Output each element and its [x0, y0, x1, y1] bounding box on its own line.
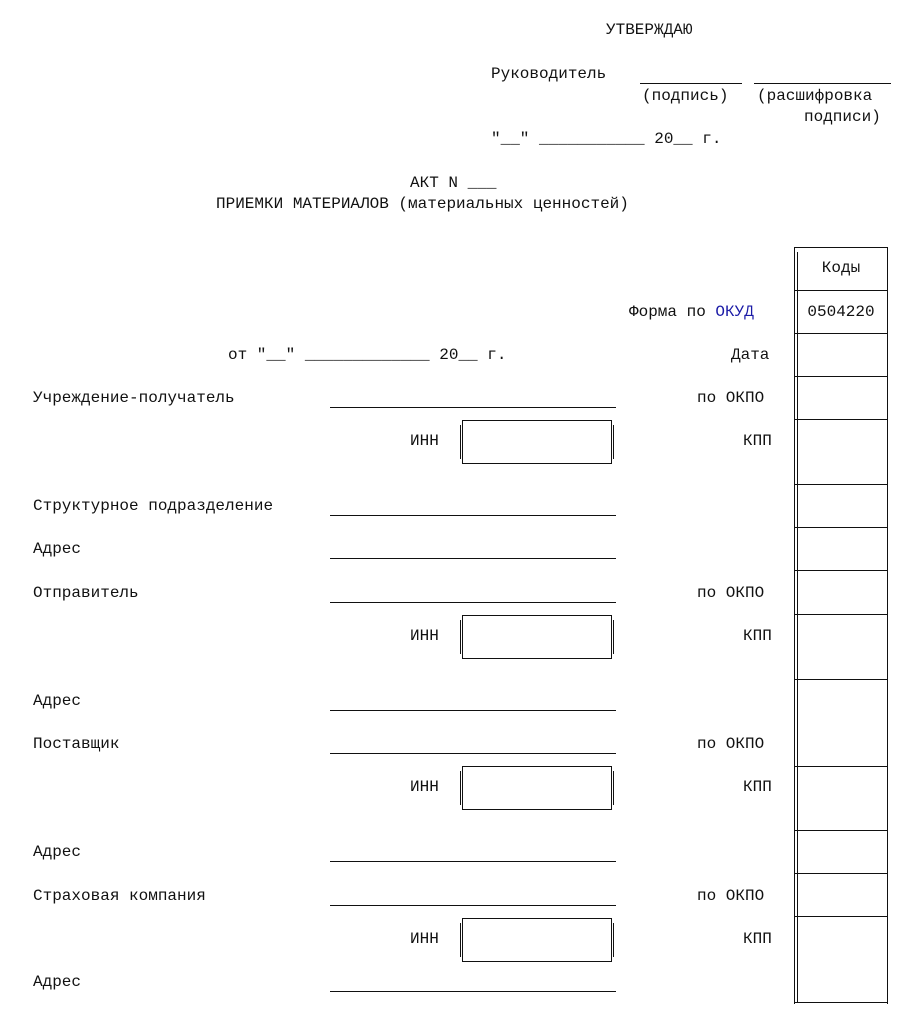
- insurer-label: Страховая компания: [33, 887, 206, 905]
- inn-field-supplier[interactable]: [462, 766, 612, 810]
- date-label: Дата: [731, 346, 770, 364]
- codes-row-divider: [794, 376, 888, 377]
- act-date: от "__" _____________ 20__ г.: [228, 346, 507, 364]
- head-label: Руководитель: [491, 65, 607, 83]
- address-field-2[interactable]: [330, 710, 616, 711]
- okpo-label-insurer: по ОКПО: [697, 887, 765, 905]
- inn-field-recipient[interactable]: [462, 420, 612, 464]
- recipient-label: Учреждение-получатель: [33, 389, 235, 407]
- codes-row-divider: [794, 766, 888, 767]
- codes-row-divider: [794, 830, 888, 831]
- codes-row-divider: [794, 419, 888, 420]
- address-label-2: Адрес: [33, 692, 82, 710]
- codes-row-divider: [794, 873, 888, 874]
- codes-header: Коды: [821, 259, 861, 277]
- codes-row-divider: [794, 484, 888, 485]
- okud-code: 0504220: [807, 303, 875, 321]
- recipient-field[interactable]: [330, 407, 616, 408]
- codes-row-divider: [794, 527, 888, 528]
- sender-label: Отправитель: [33, 584, 139, 602]
- inn-label-sender: ИНН: [410, 627, 439, 645]
- approval-date: "__" ___________ 20__ г.: [491, 130, 722, 148]
- insurer-field[interactable]: [330, 905, 616, 906]
- address-label-1: Адрес: [33, 540, 82, 558]
- act-title: ПРИЕМКИ МАТЕРИАЛОВ (материальных ценностей): [216, 195, 629, 213]
- sender-field[interactable]: [330, 602, 616, 603]
- inn-label-supplier: ИНН: [410, 778, 439, 796]
- address-label-4: Адрес: [33, 973, 82, 991]
- inn-label-recipient: ИНН: [410, 432, 439, 450]
- codes-table-inner-border: [797, 252, 798, 1002]
- inn-field-insurer[interactable]: [462, 918, 612, 962]
- address-field-3[interactable]: [330, 861, 616, 862]
- decode-caption-2: подписи): [804, 108, 881, 126]
- address-field-4[interactable]: [330, 991, 616, 992]
- supplier-label: Поставщик: [33, 735, 120, 753]
- form-label: Форма по ОКУД: [629, 303, 754, 321]
- codes-table: [794, 247, 888, 1004]
- address-label-3: Адрес: [33, 843, 82, 861]
- kpp-label-recipient: КПП: [743, 432, 772, 450]
- kpp-label-insurer: КПП: [743, 930, 772, 948]
- kpp-label-sender: КПП: [743, 627, 772, 645]
- codes-row-divider: [794, 1002, 888, 1003]
- okpo-label-supplier: по ОКПО: [697, 735, 765, 753]
- okpo-label-recipient: по ОКПО: [697, 389, 765, 407]
- division-field[interactable]: [330, 515, 616, 516]
- codes-row-divider: [794, 290, 888, 291]
- signature-line[interactable]: [640, 83, 742, 84]
- act-number: АКТ N ___: [410, 174, 497, 192]
- supplier-field[interactable]: [330, 753, 616, 754]
- codes-row-divider: [794, 333, 888, 334]
- decode-caption: (расшифровка: [757, 87, 873, 105]
- codes-row-divider: [794, 614, 888, 615]
- inn-label-insurer: ИНН: [410, 930, 439, 948]
- codes-row-divider: [794, 679, 888, 680]
- okpo-label-sender: по ОКПО: [697, 584, 765, 602]
- codes-row-divider: [794, 916, 888, 917]
- codes-row-divider: [794, 570, 888, 571]
- okud-link[interactable]: ОКУД: [715, 303, 754, 321]
- signature-caption: (подпись): [642, 87, 729, 105]
- approval-title: УТВЕРЖДАЮ: [606, 21, 693, 39]
- address-field-1[interactable]: [330, 558, 616, 559]
- signature-decode-line[interactable]: [754, 83, 891, 84]
- division-label: Структурное подразделение: [33, 497, 274, 515]
- kpp-label-supplier: КПП: [743, 778, 772, 796]
- inn-field-sender[interactable]: [462, 615, 612, 659]
